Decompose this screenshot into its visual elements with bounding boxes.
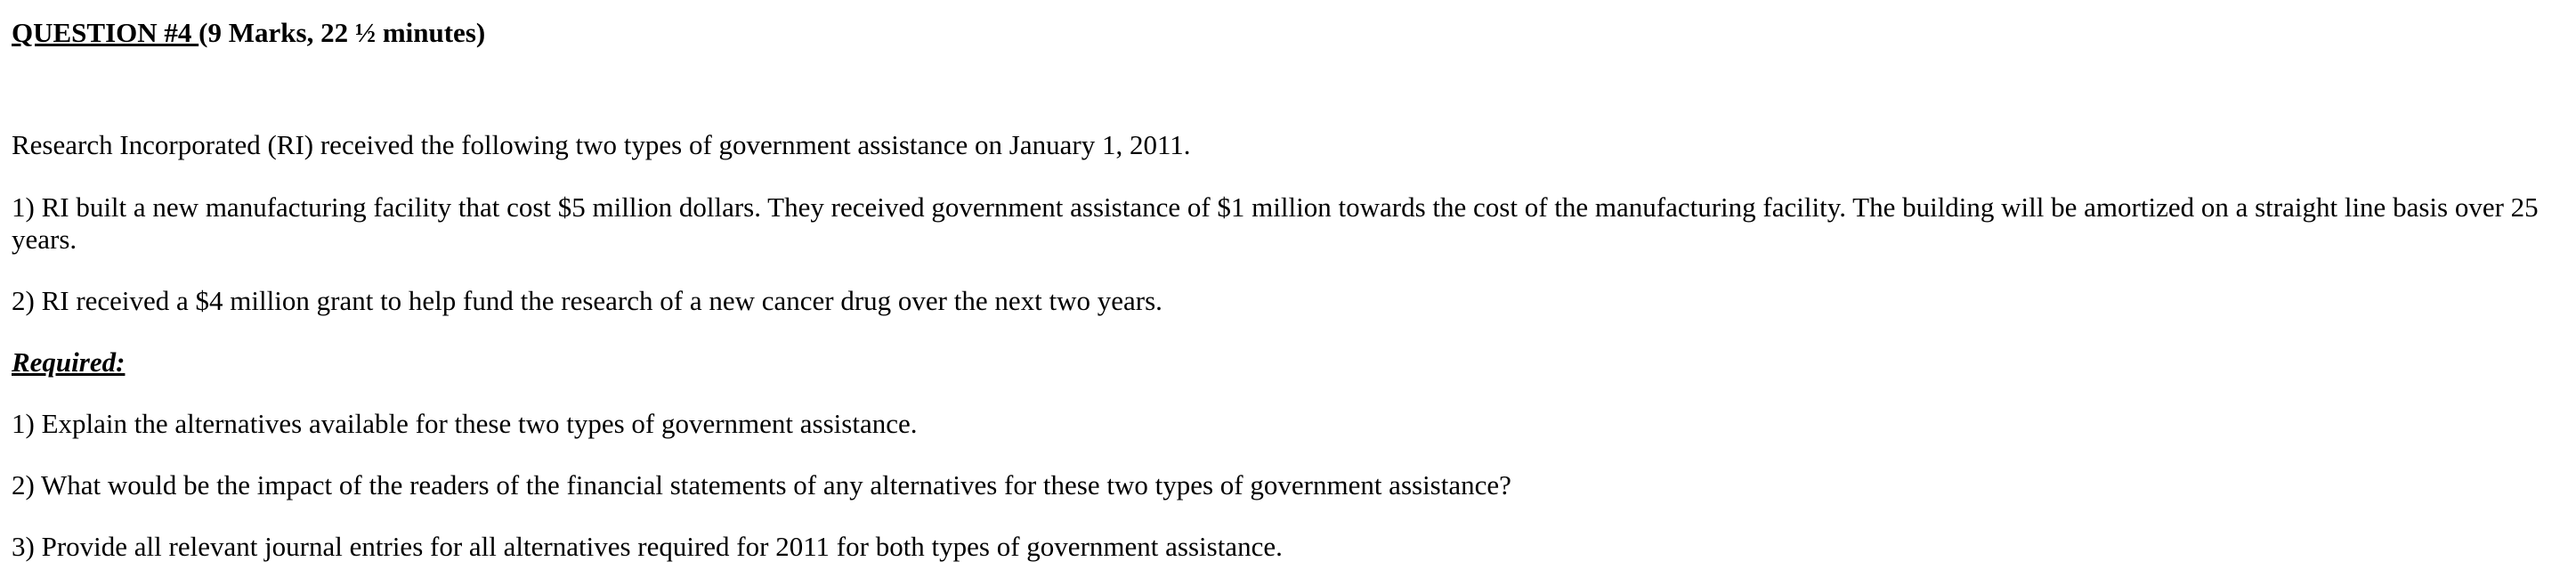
assistance-item-1: 1) RI built a new manufacturing facility that cost $5 million dollars. They received government assistance of $1 million towards the cost of the manufacturing facility. The building will be amortized on a straight line basis over 25 years.	[12, 191, 2539, 255]
requirement-3: 3) Provide all relevant journal entries for all alternatives required for 2011 for both types of government assistance.	[12, 531, 1283, 562]
required-heading: Required:	[12, 346, 126, 378]
requirement-2: 2) What would be the impact of the readers of the financial statements of any alternatives for these two types of government assistance?	[12, 469, 1511, 501]
intro-paragraph: Research Incorporated (RI) received the following two types of government assistance on January 1, 2011.	[12, 129, 1191, 160]
question-document	[12, 16, 2566, 563]
assistance-item-2: 2) RI received a $4 million grant to help fund the research of a new cancer drug over the next two years.	[12, 285, 1162, 316]
question-details: (9 Marks, 22 ½ minutes)	[198, 17, 486, 48]
question-heading	[12, 16, 2566, 50]
requirement-1: 1) Explain the alternatives available for these two types of government assistance.	[12, 408, 918, 439]
question-number: QUESTION #4	[12, 17, 199, 48]
